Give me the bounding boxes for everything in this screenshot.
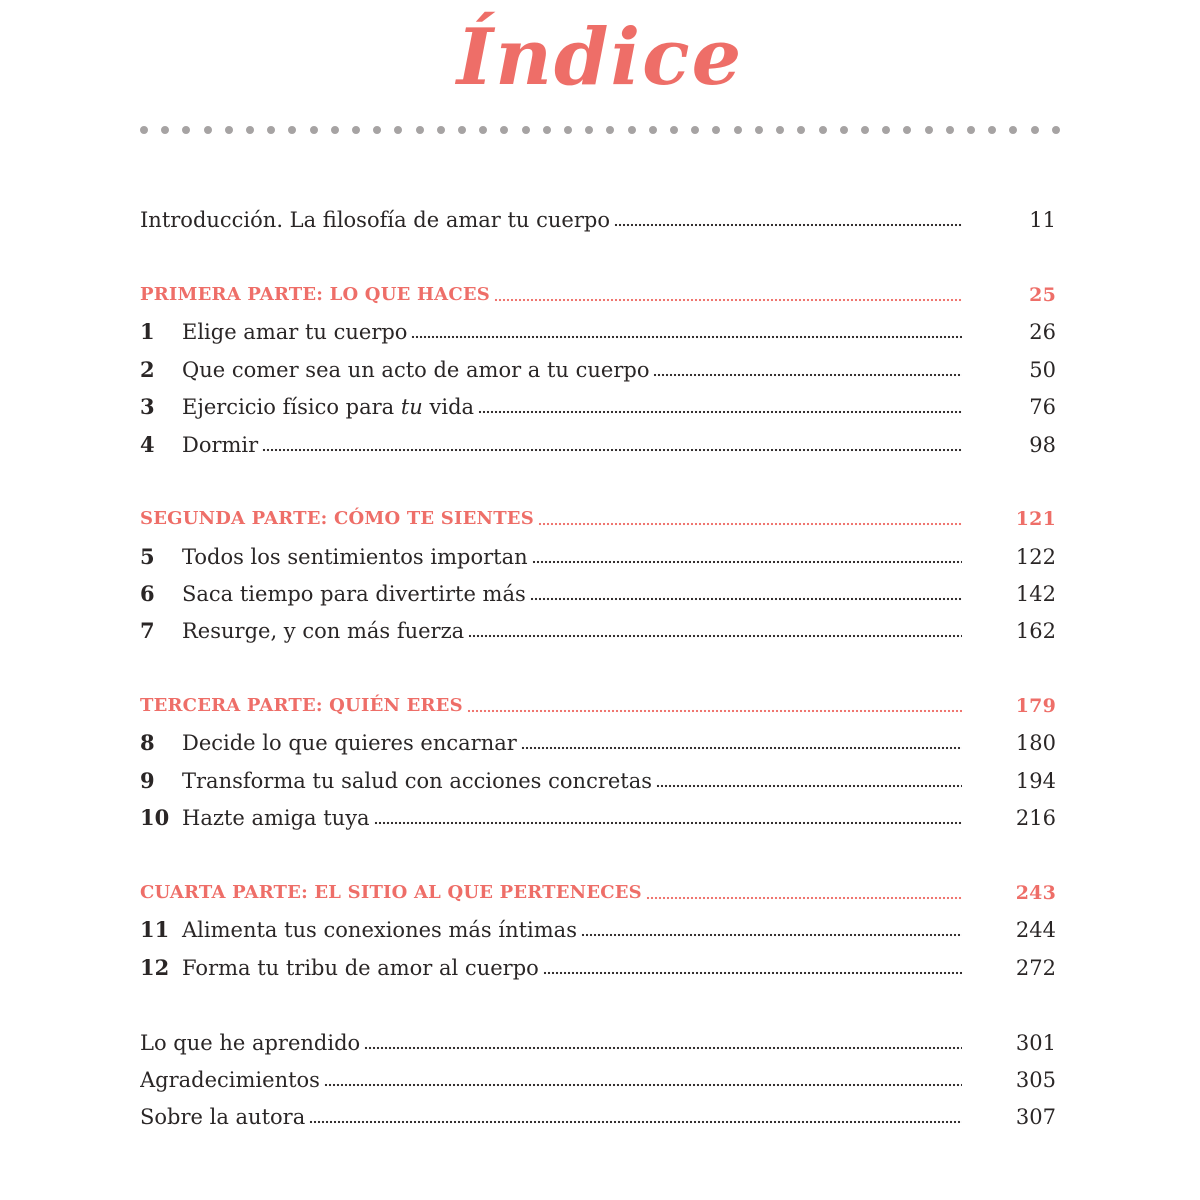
chapter-number: 8 [140,730,155,755]
dot-leader [324,1082,962,1088]
toc-part-label: PRIMERA PARTE: LO QUE HACES [140,284,490,305]
toc-page-number: 50 [1029,358,1056,382]
toc-entry-sobre-la-autora[interactable] [140,1101,1060,1133]
toc-chapter-2[interactable] [140,354,1060,386]
toc-page-number: 244 [1015,918,1056,942]
dot-leader [530,596,962,602]
toc-page-number: 305 [1015,1068,1056,1092]
toc-part-2[interactable] [140,503,1060,535]
toc-page-number: 76 [1029,395,1056,419]
toc-chapter-7[interactable] [140,615,1060,647]
toc-page-number: 121 [1015,508,1056,530]
chapter-number: 7 [140,618,155,643]
toc-page-number: 180 [1015,731,1056,755]
toc-entry-label: Que comer sea un acto de amor a tu cuerpo [182,358,650,382]
toc-part-label: CUARTA PARTE: EL SITIO AL QUE PERTENECES [140,882,642,903]
dot-leader [543,970,962,976]
toc-page-number: 11 [1029,208,1056,232]
toc-page-number: 162 [1015,619,1056,643]
toc-entry-label: Transforma tu salud con acciones concretas [182,769,653,793]
dot-leader [468,633,962,639]
dot-leader [364,1045,962,1051]
toc-entry-label: Sobre la autora [140,1105,306,1129]
toc-page-number: 98 [1029,433,1056,457]
chapter-number: 3 [140,394,155,419]
toc-chapter-12[interactable] [140,952,1060,984]
dot-leader [521,745,962,751]
toc-entry-lo-que-he-aprendido[interactable] [140,1027,1060,1059]
toc-part-label: TERCERA PARTE: QUIÉN ERES [140,695,463,716]
chapter-number: 10 [140,805,170,830]
chapter-number: 12 [140,955,170,980]
toc-entry-label: Alimenta tus conexiones más íntimas [182,918,577,942]
toc-page-number: 307 [1015,1105,1056,1129]
page-title: Índice [456,12,744,103]
toc-entry-label [182,391,474,423]
toc-entry-label: Dormir [182,433,259,457]
toc-page-number: 142 [1015,582,1056,606]
chapter-number: 1 [140,319,155,344]
toc-entry-label: Introducción. La filosofía de amar tu cuerpo [140,208,610,232]
toc-chapter-11[interactable] [140,914,1060,946]
toc-entry-agradecimientos[interactable] [140,1064,1060,1096]
toc-page-number: 272 [1015,956,1056,980]
toc-entry-label: Todos los sentimientos importan [182,545,528,569]
toc-entry-label: Elige amar tu cuerpo [182,320,408,344]
toc-part-1[interactable] [140,279,1060,311]
dot-leader [656,783,962,789]
toc-page-number: 243 [1015,882,1056,904]
toc-entry-label: Agradecimientos [140,1068,320,1092]
dot-leader [614,222,962,228]
chapter-number: 2 [140,357,155,382]
toc-chapter-6[interactable] [140,578,1060,610]
dot-leader [581,932,962,938]
toc-entry-label: Decide lo que quieres encarnar [182,731,517,755]
toc-part-3[interactable] [140,690,1060,722]
dot-leader [494,297,962,303]
dot-leader [411,334,962,340]
chapter-number: 11 [140,917,170,942]
toc-part-label: SEGUNDA PARTE: CÓMO TE SIENTES [140,508,534,529]
toc-part-4[interactable] [140,877,1060,909]
dot-leader [374,820,962,826]
dot-leader [309,1119,962,1125]
toc-page-number: 26 [1029,320,1056,344]
toc-entry-label: Hazte amiga tuya [182,806,370,830]
dot-leader [646,895,962,901]
dot-leader [478,409,962,415]
label-emphasis: tu [400,395,423,419]
toc-page-number: 25 [1029,284,1056,306]
label-part: Ejercicio físico para [182,395,401,419]
toc-page-number: 301 [1015,1031,1056,1055]
chapter-number: 4 [140,432,155,457]
toc-page-number: 216 [1015,806,1056,830]
dot-leader [262,447,962,453]
toc-entry-label: Lo que he aprendido [140,1031,361,1055]
toc-chapter-1[interactable] [140,316,1060,348]
label-part: vida [422,395,475,419]
toc-chapter-4[interactable] [140,429,1060,461]
dot-leader [538,521,962,527]
chapter-number: 9 [140,768,155,793]
toc-chapter-10[interactable] [140,802,1060,834]
toc-chapter-8[interactable] [140,727,1060,759]
toc-entry-introduccion[interactable] [140,204,1060,236]
dot-leader [653,372,962,378]
toc-entry-label: Resurge, y con más fuerza [182,619,465,643]
dot-leader [532,559,962,565]
toc-entry-label: Forma tu tribu de amor al cuerpo [182,956,539,980]
dot-leader [467,708,962,714]
toc-page-number: 122 [1015,545,1056,569]
toc-chapter-5[interactable] [140,541,1060,573]
chapter-number: 6 [140,581,155,606]
toc-entry-label: Saca tiempo para divertirte más [182,582,526,606]
chapter-number: 5 [140,544,155,569]
toc-page-number: 179 [1015,695,1056,717]
toc-chapter-3[interactable] [140,391,1060,423]
toc-chapter-9[interactable] [140,765,1060,797]
toc-page-number: 194 [1015,769,1056,793]
